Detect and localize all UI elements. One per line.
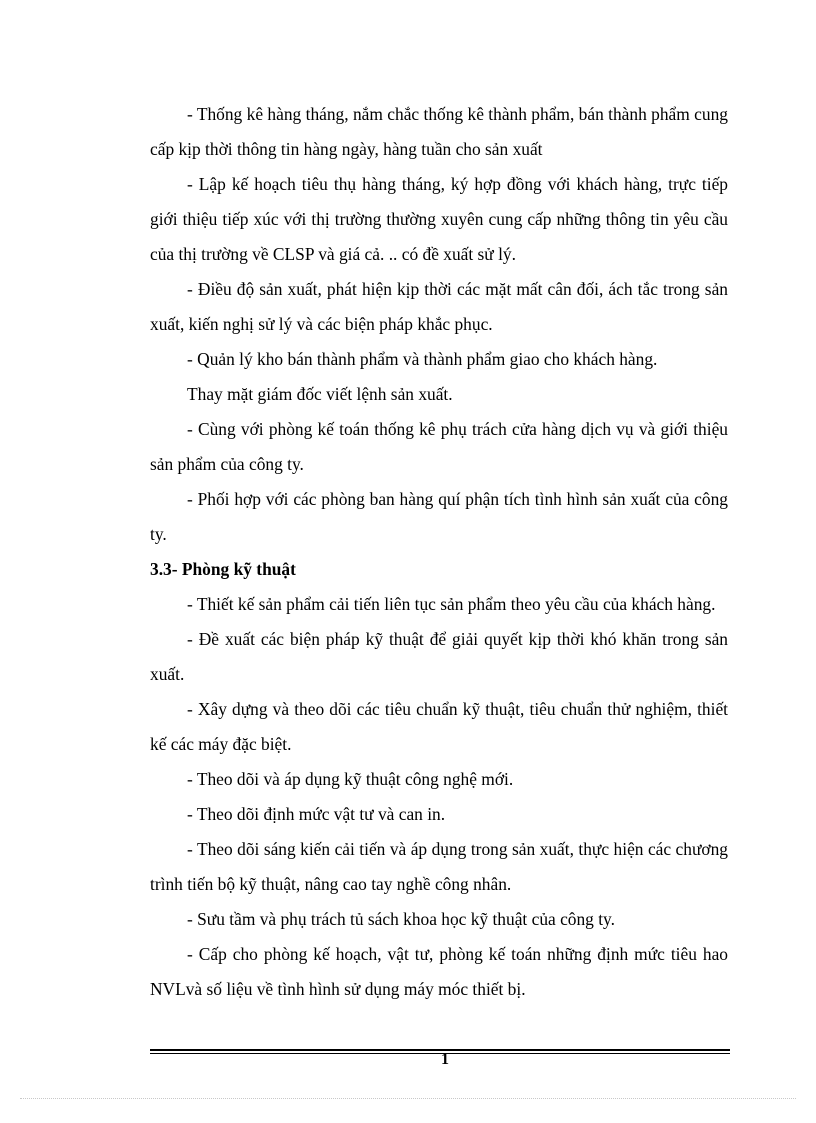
paragraph-production-order: Thay mặt giám đốc viết lệnh sản xuất. — [187, 384, 453, 404]
paragraph-technical-measures: - Đề xuất các biện pháp kỹ thuật để giải quyết kịp thời khó khăn trong sản xuất. — [150, 629, 728, 684]
paragraph-warehouse: - Quản lý kho bán thành phẩm và thành phẩm giao cho khách hàng. — [187, 349, 658, 369]
document-body — [150, 97, 728, 1007]
paragraph-coordination: - Phối hợp với các phòng ban hàng quí phận tích tình hình sản xuất của công ty. — [150, 489, 728, 544]
paragraph-innovation: - Theo dõi sáng kiến cải tiến và áp dụng trong sản xuất, thực hiện các chương trình tiến bộ kỹ thuật, nâng cao tay nghề công nhân. — [150, 839, 728, 894]
paragraph-material-norms: - Theo dõi định mức vật tư và can in. — [187, 804, 446, 824]
page-boundary-divider — [20, 1098, 796, 1099]
paragraph-new-technology: - Theo dõi và áp dụng kỹ thuật công nghệ mới. — [187, 769, 514, 789]
paragraph-sales-plan: - Lập kế hoạch tiêu thụ hàng tháng, ký hợp đồng với khách hàng, trực tiếp giới thiệu tiếp xúc với thị trường thường xuyên cung cấp những thông tin yêu cầu của thị trường về CLSP và giá cả. .. có đề xuất sử lý. — [150, 174, 728, 264]
section-heading: 3.3- Phòng kỹ thuật — [150, 559, 296, 579]
paragraph-service-store: - Cùng với phòng kế toán thống kê phụ trách cửa hàng dịch vụ và giới thiệu sản phẩm của công ty. — [150, 419, 728, 474]
paragraph-production-scheduling: - Điều độ sản xuất, phát hiện kịp thời các mặt mất cân đối, ách tắc trong sản xuất, kiến nghị sử lý và các biện pháp khắc phục. — [150, 279, 728, 334]
paragraph-statistics: - Thống kê hàng tháng, nắm chắc thống kê thành phẩm, bán thành phẩm cung cấp kịp thời thông tin hàng ngày, hàng tuần cho sản xuất — [150, 104, 728, 159]
paragraph-standards: - Xây dựng và theo dõi các tiêu chuẩn kỹ thuật, tiêu chuẩn thử nghiệm, thiết kế các máy đặc biệt. — [150, 699, 728, 754]
page-number: 1 — [441, 1051, 449, 1068]
paragraph-library: - Sưu tầm và phụ trách tủ sách khoa học kỹ thuật của công ty. — [187, 909, 615, 929]
paragraph-product-design: - Thiết kế sản phẩm cải tiến liên tục sản phẩm theo yêu cầu của khách hàng. — [187, 594, 716, 614]
paragraph-supply-norms: - Cấp cho phòng kế hoạch, vật tư, phòng kế toán những định mức tiêu hao NVLvà số liệu về tình hình sử dụng máy móc thiết bị. — [150, 944, 728, 999]
